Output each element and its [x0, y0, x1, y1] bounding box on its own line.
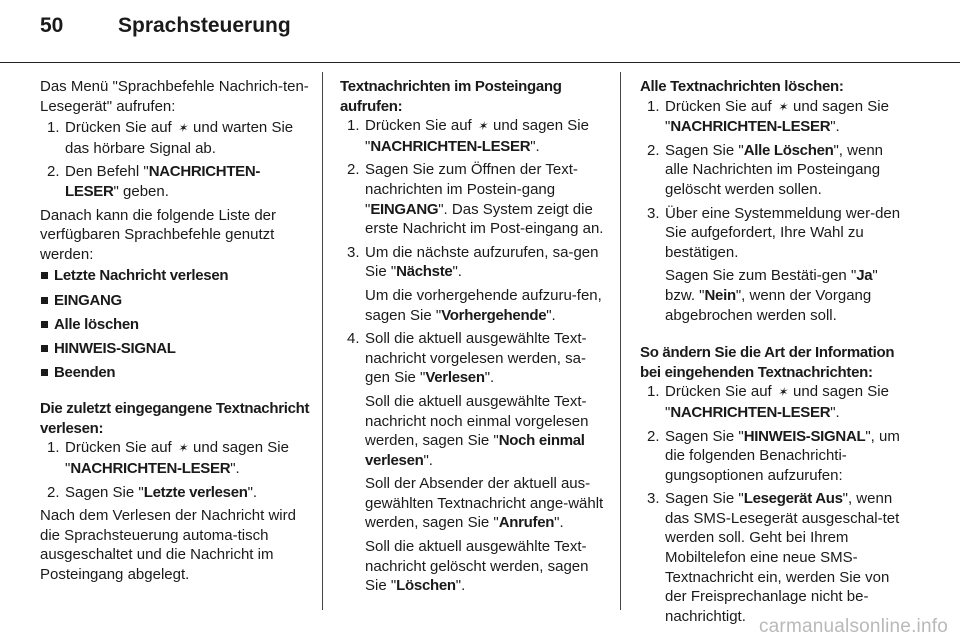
list-item: 2. Sagen Sie zum Öffnen der Text-nachrichten im Postein-gang "EINGANG". Das System zeigt die erste Nachricht im Post-eingang an.	[347, 161, 604, 238]
talk-button-icon: ✶	[477, 119, 488, 134]
list-item: Beenden	[40, 363, 310, 383]
list-item: 1. Drücken Sie auf ✶ und warten Sie das hörbare Signal ab.	[47, 119, 294, 157]
section-heading: Textnachrichten im Posteingang aufrufen:	[340, 78, 562, 115]
column-2	[340, 77, 608, 600]
page-number: 50	[40, 14, 64, 37]
page-title: Sprachsteuerung	[118, 14, 291, 37]
talk-button-icon: ✶	[777, 385, 788, 400]
outro-text: Nach dem Verlesen der Nachricht wird die Sprachsteuerung automa-tisch ausgeschaltet und die Nachricht im Posteingang abgelegt.	[40, 507, 296, 584]
list-item: 3. Um die nächste aufzurufen, sa-gen Sie "Nächste". Um die vorhergehende aufzuru-fen, sagen Sie "Vorhergehende".	[340, 243, 608, 325]
read-steps	[40, 438, 310, 502]
watermark: carmanualsonline.info	[758, 616, 948, 637]
list-item: HINWEIS-SIGNAL	[40, 339, 310, 359]
page-header	[40, 14, 291, 50]
list-item: 2. Sagen Sie "HINWEIS-SIGNAL", um die folgenden Benachrichti-gungsoptionen aufzurufen:	[647, 427, 900, 484]
list-item: 1. Drücken Sie auf ✶ und sagen Sie "NACHRICHTEN-LESER".	[47, 439, 289, 478]
list-item: Letzte Nachricht verlesen	[40, 266, 310, 286]
command-list	[40, 266, 310, 382]
list-item-note: Um die vorhergehende aufzuru-fen, sagen Sie "Vorhergehende".	[365, 286, 602, 324]
list-item-note: Soll die aktuell ausgewählte Text-nachricht gelöscht werden, sagen Sie "Löschen".	[365, 538, 589, 595]
menu-steps	[40, 118, 310, 201]
list-item-note: Sagen Sie zum Bestäti-gen "Ja" bzw. "Nein", wenn der Vorgang abgebrochen werden soll.	[665, 267, 878, 324]
list-item-note: Soll der Absender der aktuell aus-gewählten Textnachricht ange-wählt werden, sagen Sie "Anrufen".	[365, 475, 604, 532]
list-item: 3. Über eine Systemmeldung wer-den Sie aufgefordert, Ihre Wahl zu bestätigen. Sagen Sie zum Bestäti-gen "Ja" bzw. "Nein", wenn der Vorgang abgebrochen werden soll.	[640, 204, 908, 326]
list-item: 1. Drücken Sie auf ✶ und sagen Sie "NACHRICHTEN-LESER".	[347, 117, 589, 155]
talk-button-icon: ✶	[177, 441, 188, 456]
notification-steps	[640, 382, 908, 626]
list-item: 2. Sagen Sie "Letzte verlesen".	[47, 483, 258, 501]
list-item: 3. Sagen Sie "Lesegerät Aus", wenn das SMS-Lesegerät ausgeschal-tet werden soll. Geht bei Ihrem Mobiltelefon eine neue SMS-Textnachricht ein, werden Sie von der Freisprechanlage nicht be-nachrichtigt.	[647, 490, 900, 625]
list-item: 4. Soll die aktuell ausgewählte Text-nachricht vorgelesen werden, sa-gen Sie "Verlesen". Soll die aktuell ausgewählte Text-nachricht noch einmal vorgelesen werden, sagen Sie "Noch einmal verlesen". Soll der Absender der aktuell aus-gewählten Textnachricht ange-wählt werden, sagen Sie "Anrufen". Soll die aktuell ausgewählte Text-nachricht gelöscht werden, sagen Sie "Löschen".	[340, 329, 608, 596]
delete-steps	[640, 97, 908, 326]
column-divider-2	[620, 72, 621, 610]
intro-text: Das Menü "Sprachbefehle Nachrich-ten-Lesegerät" aufrufen:	[40, 78, 309, 115]
section-heading: Die zuletzt eingegangene Textnachricht verlesen:	[40, 400, 310, 437]
column-1	[40, 77, 310, 585]
section-heading: So ändern Sie die Art der Information bei eingehenden Textnachrichten:	[640, 344, 895, 381]
inbox-steps	[340, 116, 608, 596]
list-item: 1. Drücken Sie auf ✶ und sagen Sie "NACHRICHTEN-LESER".	[647, 383, 889, 421]
list-item: 2. Den Befehl "NACHRICHTEN-LESER" geben.	[47, 163, 261, 200]
list-item: EINGANG	[40, 291, 310, 311]
talk-button-icon: ✶	[777, 99, 788, 114]
section-heading: Alle Textnachrichten löschen:	[640, 78, 844, 95]
talk-button-icon: ✶	[177, 121, 188, 136]
list-item: 1. Drücken Sie auf ✶ und sagen Sie "NACHRICHTEN-LESER".	[647, 97, 889, 136]
list-item-note: Soll die aktuell ausgewählte Text-nachricht noch einmal vorgelesen werden, sagen Sie "Noch einmal verlesen".	[365, 392, 589, 469]
list-item: 2. Sagen Sie "Alle Löschen", wenn alle Nachrichten im Posteingang gelöscht werden sollen.	[647, 141, 884, 198]
header-rule	[0, 62, 960, 63]
column-3	[640, 77, 908, 630]
column-divider-1	[322, 72, 323, 610]
list-item: Alle löschen	[40, 315, 310, 335]
list-intro: Danach kann die folgende Liste der verfügbaren Sprachbefehle genutzt werden:	[40, 206, 277, 263]
